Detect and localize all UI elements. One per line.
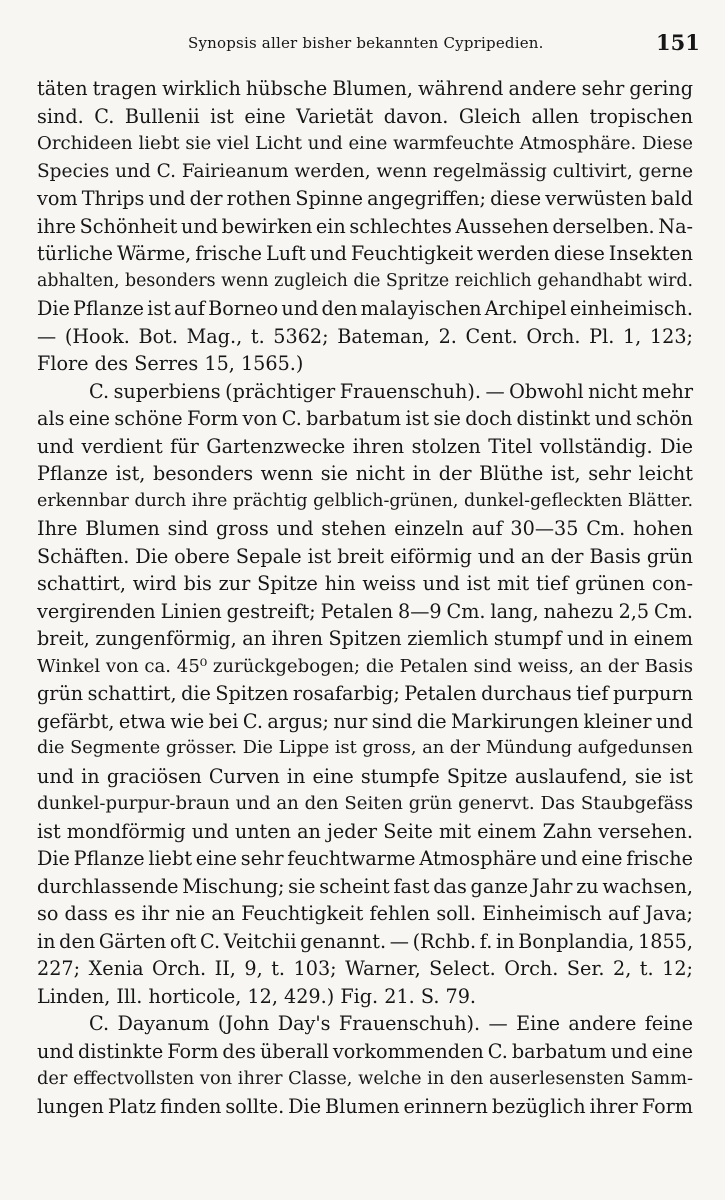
text-line: der effectvollsten von ihrer Classe, welche in den auserlesensten Samm- — [37, 1068, 693, 1089]
text-line: Die Pflanze ist auf Borneo und den malayischen Archipel einheimisch. — [37, 297, 693, 320]
page-header — [0, 30, 725, 60]
text-line: lungen Platz finden sollte. Die Blumen erinnern bezüglich ihrer Form — [37, 1094, 693, 1118]
text-line: gefärbt, etwa wie bei C. argus; nur sind die Markirungen kleiner und — [37, 709, 693, 733]
text-line: ihre Schönheit und bewirken ein schlechtes Aussehen derselben. Na- — [37, 214, 693, 238]
text-line: Pflanze ist, besonders wenn sie nicht in der Blüthe ist, sehr leicht — [37, 462, 693, 485]
text-line: Species und C. Fairieanum werden, wenn regelmässig cultivirt, gerne — [37, 160, 694, 182]
text-line: Linden, Ill. horticole, 12, 429.) Fig. 21. S. 79. — [37, 984, 477, 1008]
text-line: und distinkte Form des überall vorkommenden C. barbatum und eine — [37, 1039, 693, 1063]
text-line: Die Pflanze liebt eine sehr feuchtwarme Atmosphäre und eine frische — [37, 847, 693, 870]
text-line: vom Thrips und der rothen Spinne angegriffen; diese verwüsten bald — [37, 187, 693, 210]
text-line: Schäften. Die obere Sepale ist breit eiförmig und an der Basis grün — [37, 544, 693, 568]
text-line: und in graciösen Curven in eine stumpfe Spitze auslaufend, sie ist — [37, 764, 693, 788]
text-line: vergirenden Linien gestreift; Petalen 8—9 Cm. lang, nahezu 2,5 Cm. — [37, 599, 693, 623]
text-line: und verdient für Gartenzwecke ihren stolzen Titel vollständig. Die — [37, 434, 693, 458]
text-line: türliche Wärme, frische Luft und Feuchtigkeit werden diese Insekten — [37, 242, 693, 265]
text-line: — (Hook. Bot. Mag., t. 5362; Bateman, 2. Cent. Orch. Pl. 1, 123; — [37, 324, 693, 348]
text-line: als eine schöne Form von C. barbatum ist sie doch distinkt und schön — [37, 407, 693, 430]
paragraph-dayanum — [37, 1010, 693, 1120]
text-line: so dass es ihr nie an Feuchtigkeit fehlen soll. Einheimisch auf Java; — [37, 902, 693, 925]
text-line: in den Gärten oft C. Veitchii genannt. — (Rchb. f. in Bonplandia, 1855, — [37, 929, 693, 953]
text-line: grün schattirt, die Spitzen rosafarbig; Petalen durchaus tief purpurn — [37, 682, 693, 705]
text-line: Flore des Serres 15, 1565.) — [37, 352, 304, 375]
paragraph-bullenii — [37, 75, 693, 378]
body-text — [37, 75, 693, 1120]
text-line: ist mondförmig und unten an jeder Seite mit einem Zahn versehen. — [37, 819, 693, 843]
text-line: die Segmente grösser. Die Lippe ist gross, an der Mündung aufgedunsen — [37, 738, 693, 758]
text-line: C. superbiens (prächtiger Frauenschuh). — Obwohl nicht mehr — [89, 379, 693, 403]
text-line: Winkel von ca. 45⁰ zurückgebogen; die Petalen sind weiss, an der Basis — [37, 655, 693, 677]
page-number: 151 — [656, 30, 700, 55]
text-line: C. Dayanum (John Day's Frauenschuh). — Eine andere feine — [89, 1012, 693, 1035]
text-line: Orchideen liebt sie viel Licht und eine warmfeuchte Atmosphäre. Diese — [37, 133, 693, 154]
text-line: durchlassende Mischung; sie scheint fast das ganze Jahr zu wachsen, — [37, 874, 693, 898]
text-line: erkennbar durch ihre prächtig gelblich-grünen, dunkel-gefleckten Blätter. — [37, 490, 693, 511]
text-line: 227; Xenia Orch. II, 9, t. 103; Warner, Select. Orch. Ser. 2, t. 12; — [37, 957, 693, 980]
text-line: dunkel-purpur-braun und an den Seiten grün genervt. Das Staubgefäss — [37, 793, 693, 814]
text-line: schattirt, wird bis zur Spitze hin weiss und ist mit tief grünen con- — [37, 572, 693, 595]
text-line: abhalten, besonders wenn zugleich die Spritze reichlich gehandhabt wird. — [37, 270, 693, 291]
paragraph-superbiens — [37, 378, 693, 1011]
text-line: Ihre Blumen sind gross und stehen einzeln auf 30—35 Cm. hohen — [37, 517, 693, 540]
text-line: täten tragen wirklich hübsche Blumen, während andere sehr gering — [37, 77, 693, 100]
text-line: sind. C. Bullenii ist eine Varietät davon. Gleich allen tropischen — [37, 104, 693, 128]
text-line: breit, zungenförmig, an ihren Spitzen ziemlich stumpf und in einem — [37, 627, 693, 650]
running-title: Synopsis aller bisher bekannten Cypripedien. — [188, 34, 544, 52]
